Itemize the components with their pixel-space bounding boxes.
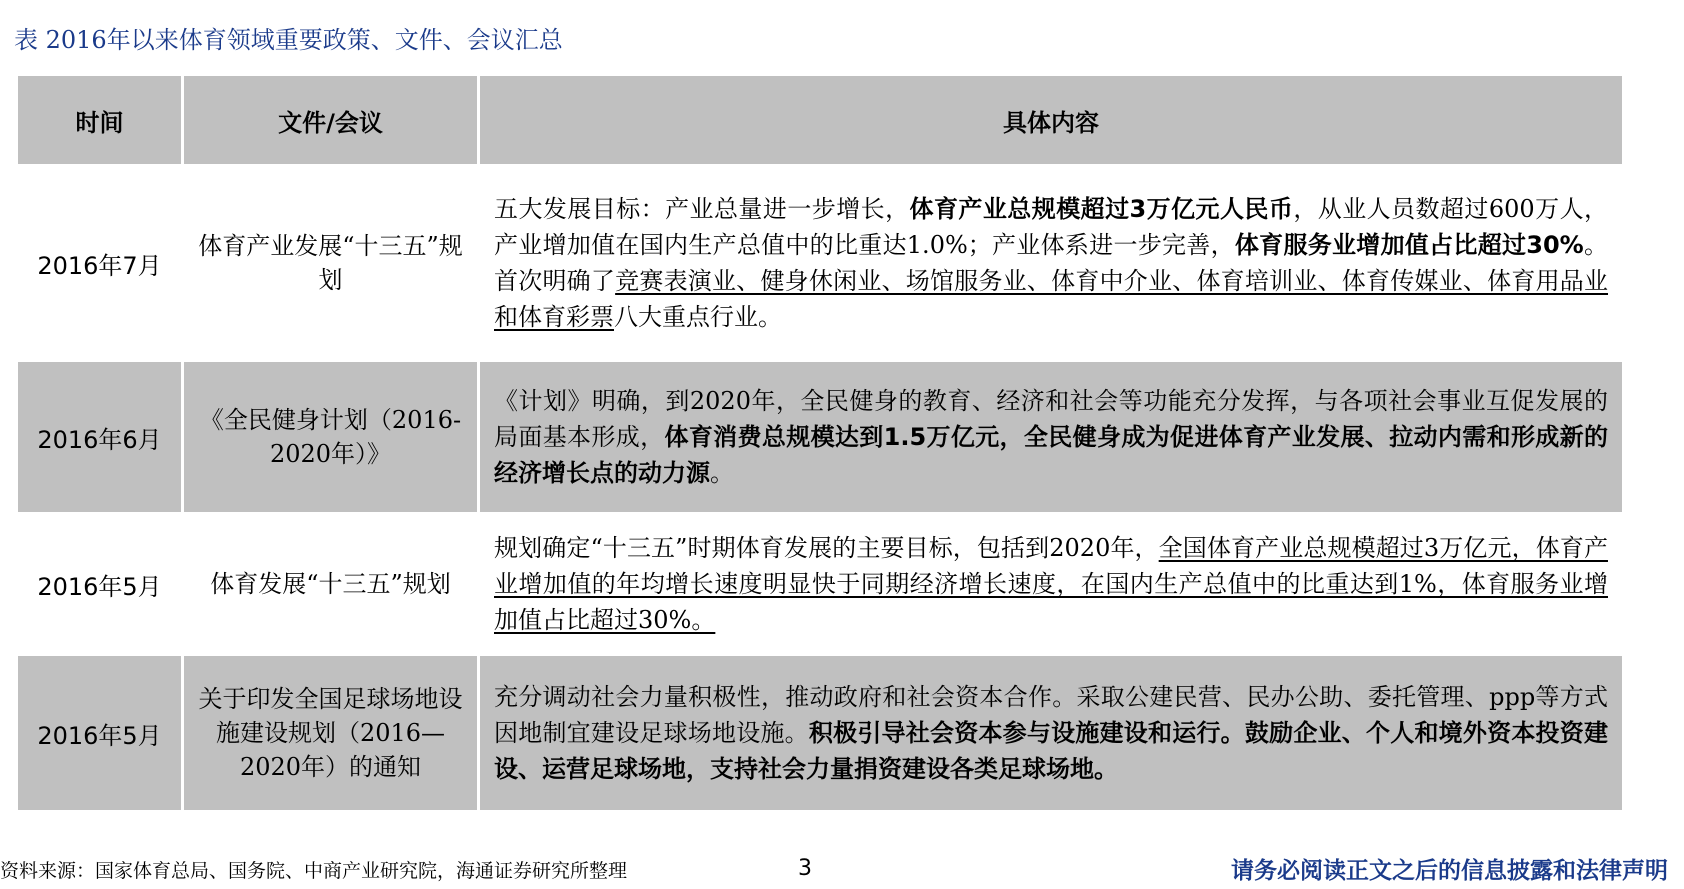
row-content [480,362,1622,512]
bold-text: 体育产业总规模超过3万亿元人民币 [909,195,1294,223]
table-row [18,168,1622,358]
row-content [480,656,1622,810]
row-document: 《全民健身计划（2016-2020年）》 [184,362,480,512]
content-text: 规划确定“十三五”时期体育发展的主要目标，包括到2020年， [494,534,1159,562]
content-text: ，从业人员数超过600万人，产业增加值在国内生产总值中的比重达1.0%；产业体系进一步完善， [494,195,1609,259]
table-row [18,656,1622,810]
underlined-text: 全国体育产业总规模超过3万亿元，体育产业增加值的年均增长速度明显快于同期经济增长速度，在国内生产总值中的比重达到1%，体育服务业增加值占比超过30%。 [494,534,1608,634]
row-document: 关于印发全国足球场地设施建设规划（2016—2020年）的通知 [184,656,480,810]
content-text: 。 [710,459,734,487]
row-content [480,168,1622,358]
content-text: 充分调动社会力量积极性，推动政府和社会资本合作。采取公建民营、民办公助、委托管理、ppp等方式因地制宜建设足球场地设施。 [494,683,1608,747]
row-document: 体育发展“十三五”规划 [184,516,480,652]
bold-text: 体育消费总规模达到1.5万亿元，全民健身成为促进体育产业发展、拉动内需和形成新的经济增长点的动力源 [494,423,1609,487]
table-row [18,516,1622,652]
bold-text: 积极引导社会资本参与设施建设和运行。鼓励企业、个人和境外资本投资建设、运营足球场地，支持社会力量捐资建设各类足球场地。 [494,719,1608,783]
row-content [480,516,1622,652]
source-note: 资料来源：国家体育总局、国务院、中商产业研究院，海通证券研究所整理 [0,860,628,882]
row-time: 2016年5月 [18,656,184,810]
row-time: 2016年7月 [18,168,184,358]
content-text: 。首次明确了 [494,231,1609,295]
disclaimer-link[interactable]: 请务必阅读正文之后的信息披露和法律声明 [1231,857,1668,884]
content-text: 《计划》明确，到2020年，全民健身的教育、经济和社会等功能充分发挥，与各项社会事业互促发展的局面基本形成， [494,387,1608,451]
row-time: 2016年5月 [18,516,184,652]
table-title: 表 2016年以来体育领域重要政策、文件、会议汇总 [14,26,563,54]
header-time: 时间 [18,76,184,164]
page-number: 3 [798,856,812,881]
content-text: 八大重点行业。 [614,303,782,331]
header-content: 具体内容 [480,76,1622,164]
row-time: 2016年6月 [18,362,184,512]
bold-text: 体育服务业增加值占比超过30% [1234,231,1584,259]
table-header-row [18,76,1622,164]
policy-table [18,72,1622,814]
content-text: 五大发展目标：产业总量进一步增长， [494,195,910,223]
row-document: 体育产业发展“十三五”规划 [184,168,480,358]
table-row [18,362,1622,512]
header-document: 文件/会议 [184,76,480,164]
underlined-text: 竞赛表演业、健身休闲业、场馆服务业、体育中介业、体育培训业、体育传媒业、体育用品业和体育彩票 [494,267,1609,331]
